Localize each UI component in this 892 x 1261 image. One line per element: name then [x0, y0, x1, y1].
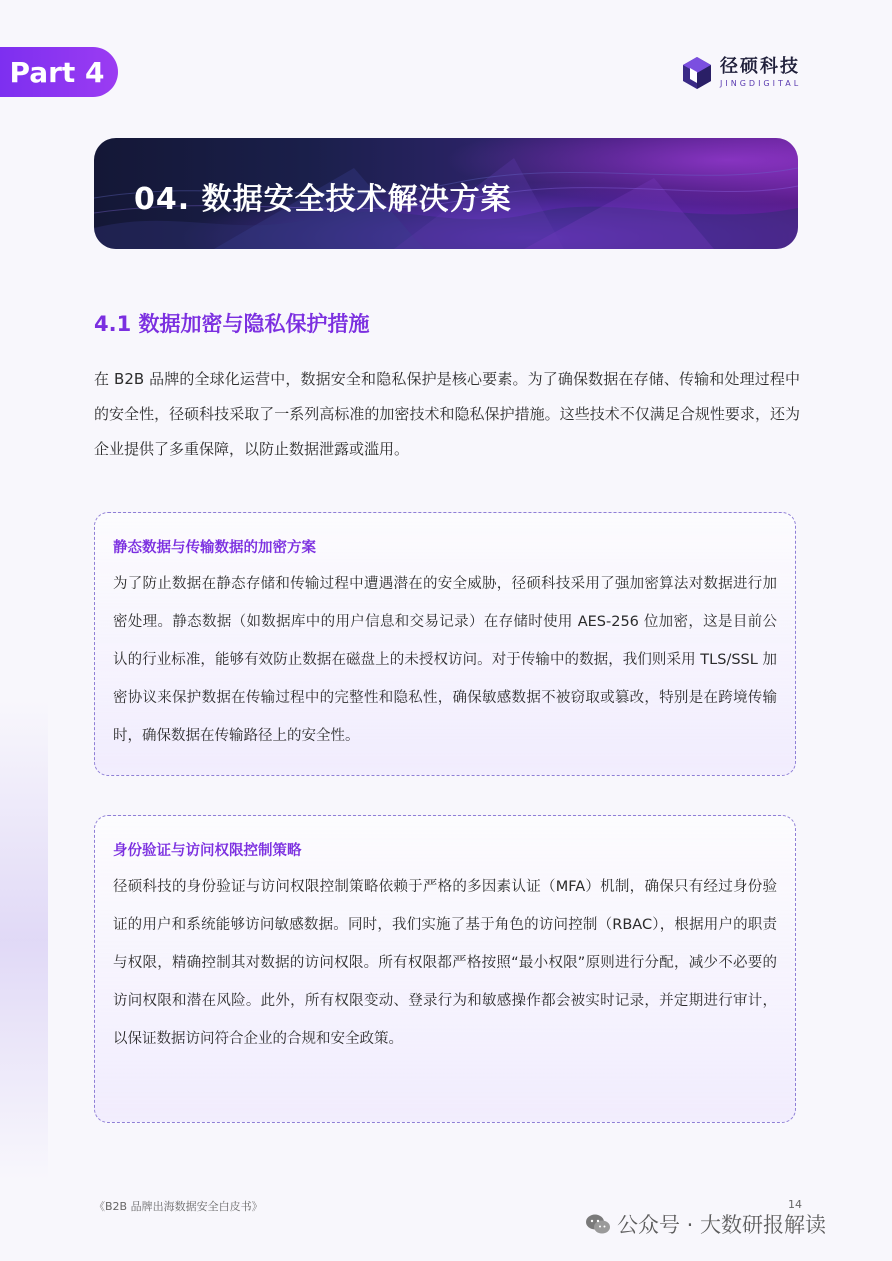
watermark-text: 公众号 · 大数研报解读 — [617, 1213, 827, 1237]
card-body: 为了防止数据在静态存储和传输过程中遭遇潜在的安全威胁，径硕科技采用了强加密算法对数据进行加密处理。静态数据（如数据库中的用户信息和交易记录）在存储时使用 AES-256 位加密，这是目前公认的行业标准，能够有效防止数据在磁盘上的未授权访问。对于传输中的数据，我们则采用 TLS/SSL 加密协议来保护数据在传输过程中的完整性和隐私性，确保敏感数据不被窃取或篡改，特别是在跨境传输时，确保数据在传输路径上的安全性。 — [113, 576, 777, 744]
brand-name-cn: 径硕科技 — [720, 56, 800, 77]
section-intro: 在 B2B 品牌的全球化运营中，数据安全和隐私保护是核心要素。为了确保数据在存储、传输和处理过程中的安全性，径硕科技采取了一系列高标准的加密技术和隐私保护措施。这些技术不仅满足合规性要求，还为企业提供了多重保障，以防止数据泄露或滥用。 — [94, 370, 800, 458]
watermark — [585, 1209, 826, 1239]
chapter-title: 04. 数据安全技术解决方案 — [134, 182, 512, 217]
part-tag: Part 4 — [0, 47, 118, 97]
chapter-banner — [94, 138, 798, 249]
jingdigital-logo-icon — [682, 56, 712, 90]
wechat-icon — [585, 1213, 611, 1235]
card-title: 身份验证与访问权限控制策略 — [113, 843, 302, 859]
brand-name-en: JINGDIGITAL — [720, 79, 802, 88]
left-decoration — [0, 700, 48, 1180]
page-number: 14 — [788, 1198, 802, 1211]
access-control-card — [94, 815, 796, 1123]
encryption-card — [94, 512, 796, 776]
card-body: 径硕科技的身份验证与访问权限控制策略依赖于严格的多因素认证（MFA）机制，确保只有经过身份验证的用户和系统能够访问敏感数据。同时，我们实施了基于角色的访问控制（RBAC），根据用户的职责与权限，精确控制其对数据的访问权限。所有权限都严格按照“最小权限”原则进行分配，减少不必要的访问权限和潜在风险。此外，所有权限变动、登录行为和敏感操作都会被实时记录，并定期进行审计，以保证数据访问符合企业的合规和安全政策。 — [113, 879, 777, 1047]
section-title: 4.1 数据加密与隐私保护措施 — [94, 312, 370, 336]
footer-doc-title: 《B2B 品牌出海数据安全白皮书》 — [94, 1200, 263, 1213]
card-title: 静态数据与传输数据的加密方案 — [113, 540, 316, 556]
brand-logo — [682, 56, 801, 90]
